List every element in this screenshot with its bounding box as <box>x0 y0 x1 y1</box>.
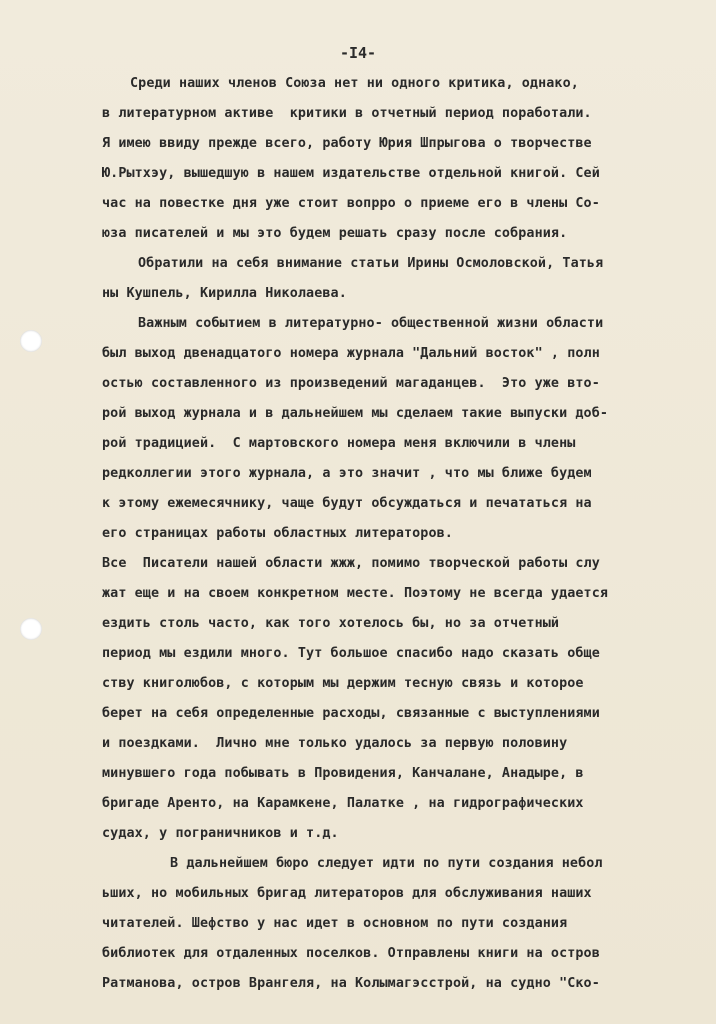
text-line: В дальнейшем бюро следует идти по пути создания небол <box>170 856 603 871</box>
text-line: жат еще и на своем конкретном месте. Поэтому не всегда удается <box>102 586 609 601</box>
text-line: ьших, но мобильных бригад литераторов для обслуживания наших <box>102 886 592 901</box>
text-line: читателей. Шефство у нас идет в основном по пути создания <box>102 916 568 931</box>
text-line: рой выход журнала и в дальнейшем мы сделаем такие выпуски доб- <box>102 406 609 421</box>
text-line: судах, у пограничников и т.д. <box>102 826 339 841</box>
text-line: ны Кушпель, Кирилла Николаева. <box>102 286 347 301</box>
punch-hole-top <box>20 330 42 352</box>
text-line: бригаде Аренто, на Карамкене, Палатке , на гидрографических <box>102 796 584 811</box>
text-line: Я имею ввиду прежде всего, работу Юрия Шпрыгова о творчестве <box>102 136 592 151</box>
text-line: остью составленного из произведений магаданцев. Это уже вто- <box>102 376 600 391</box>
text-line: час на повестке дня уже стоит вопрро о приеме его в члены Со- <box>102 196 600 211</box>
punch-hole-bottom <box>20 618 42 640</box>
text-line: Все Писатели нашей области жжж, помимо творческой работы слу <box>102 556 600 571</box>
text-line: рой традицией. С мартовского номера меня включили в члены <box>102 436 576 451</box>
text-line: его страницах работы областных литераторов. <box>102 526 453 541</box>
text-line: ству книголюбов, с которым мы держим тесную связь и которое <box>102 676 584 691</box>
text-line: и поездками. Лично мне только удалось за первую половину <box>102 736 568 751</box>
text-line: был выход двенадцатого номера журнала "Дальний восток" , полн <box>102 346 600 361</box>
text-line: к этому ежемесячнику, чаще будут обсуждаться и печататься на <box>102 496 592 511</box>
text-line: библиотек для отдаленных поселков. Отправлены книги на остров <box>102 946 600 961</box>
text-line: минувшего года побывать в Провидения, Канчалане, Анадыре, в <box>102 766 584 781</box>
text-line: ездить столь часто, как того хотелось бы, но за отчетный <box>102 616 560 631</box>
text-line: юза писателей и мы это будем решать сразу после собрания. <box>102 226 568 241</box>
text-line: Важным событием в литературно- общественной жизни области <box>138 316 604 331</box>
text-line: Ю.Рытхэу, вышедшую в нашем издательстве отдельной книгой. Сей <box>102 166 600 181</box>
text-line: период мы ездили много. Тут большое спасибо надо сказать обще <box>102 646 600 661</box>
page-number: -I4- <box>339 44 377 62</box>
text-line: редколлегии этого журнала, а это значит , что мы ближе будем <box>102 466 592 481</box>
text-line: Ратманова, остров Врангеля, на Колымагэсстрой, на судно "Ско- <box>102 976 600 991</box>
text-line: берет на себя определенные расходы, связанные с выступлениями <box>102 706 600 721</box>
text-line: в литературном активе критики в отчетный период поработали. <box>102 106 592 121</box>
text-line: Среди наших членов Союза нет ни одного критика, однако, <box>130 76 579 91</box>
text-line: Обратили на себя внимание статьи Ирины Осмоловской, Татья <box>138 256 604 271</box>
